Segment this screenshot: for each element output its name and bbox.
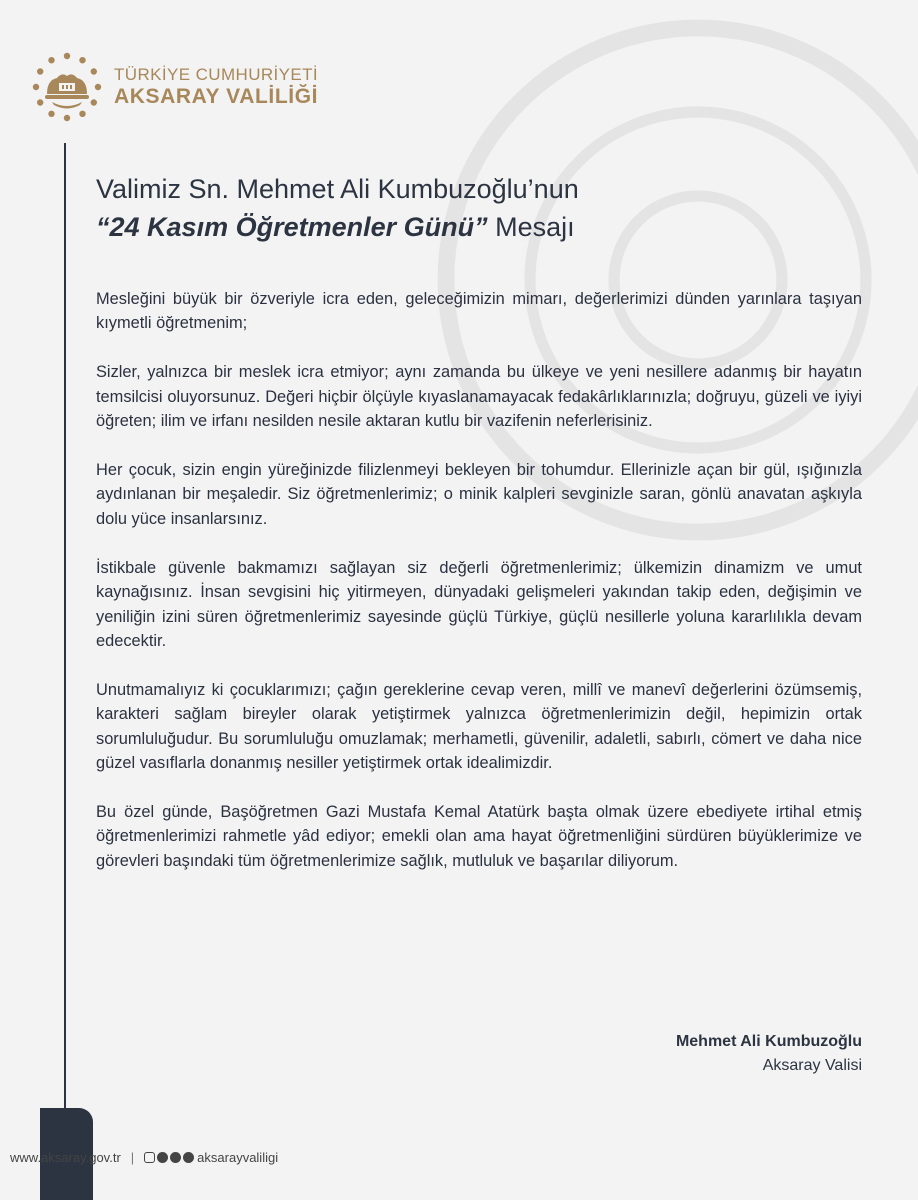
- vertical-divider: [64, 143, 66, 1108]
- footer-separator: |: [130, 1150, 135, 1165]
- title-bold: “24 Kasım Öğretmenler Günü”: [96, 212, 488, 242]
- paragraph-6: Bu özel günde, Başöğretmen Gazi Mustafa Kemal Atatürk başta olmak üzere ebediyete irtihal etmiş öğretmenlerimizi rahmetle yâd ediyor; emekli olan ama hayat öğretmenliğini sürdüren büyüklerimize ve görevleri başındaki tüm öğretmenlerimize sağlık, mutluluk ve başarılar diliyorum.: [96, 803, 862, 870]
- twitter-icon[interactable]: [157, 1152, 168, 1163]
- youtube-icon[interactable]: [170, 1152, 181, 1163]
- social-icons: [144, 1152, 194, 1163]
- paragraph-3: Her çocuk, sizin engin yüreğinizde filizlenmeyi bekleyen bir tohumdur. Ellerinizle açan bir gül, ışığınızla aydınlanan bir meşaledir. Siz öğretmenlerimiz; o minik kalpleri sevginizle saran, gönlü anavatan aşkıyla dolu yüce insanlarsınız.: [96, 461, 862, 528]
- paragraph-1: Mesleğini büyük bir özveriyle icra eden, geleceğimizin mimarı, değerlerimizi dünden yarınlara taşıyan kıymetli öğretmenim;: [96, 290, 862, 333]
- paragraph-5: Unutmamalıyız ki çocuklarımızı; çağın gereklerine cevap veren, millî ve manevî değerlerini özümsemiş, karakteri sağlam bireyler olarak yetiştirmek yalnızca öğretmenlerimizin değil, hepimizin ortak sorumluluğudur. Bu sorumluluğu omuzlamak; merhametli, güvenilir, adaletli, sabırlı, cömert ve daha nice güzel vasıflarla donanmış nesiller yetiştirmek ortak idealimizdir.: [96, 680, 862, 773]
- footer: [10, 1150, 278, 1165]
- header-line2: AKSARAY VALİLİĞİ: [114, 85, 319, 108]
- facebook-icon[interactable]: [183, 1152, 194, 1163]
- page-title: [96, 170, 579, 246]
- title-line1: Valimiz Sn. Mehmet Ali Kumbuzoğlu’nun: [96, 174, 579, 204]
- signature-name: Mehmet Ali Kumbuzoğlu: [675, 1033, 862, 1050]
- header-line1: TÜRKİYE CUMHURİYETİ: [114, 65, 319, 84]
- paragraph-4: İstikbale güvenle bakmamızı sağlayan siz değerli öğretmenlerimiz; ülkemizin dinamizm ve umut kaynağısınız. İnsan sevgisini hiç yitirmeyen, dünyadaki gelişmeleri yakından takip eden, değişimin ve yeniliğin izini süren öğretmenlerimiz sayesinde güçlü Türkiye, güçlü nesillerle yoluna kararlılıkla devam edecektir.: [96, 558, 862, 650]
- instagram-icon[interactable]: [144, 1152, 155, 1163]
- title-line2: [96, 208, 579, 246]
- title-suffix: Mesajı: [495, 212, 575, 242]
- header-logo: [30, 50, 318, 124]
- website-link[interactable]: www.aksaray.gov.tr: [10, 1150, 121, 1165]
- valilik-emblem-icon: [30, 50, 104, 124]
- signature-block: [676, 1030, 862, 1078]
- signature-title: Aksaray Valisi: [762, 1057, 862, 1074]
- social-handle[interactable]: aksarayvaliligi: [197, 1150, 279, 1165]
- message-body: [96, 287, 862, 898]
- paragraph-2: Sizler, yalnızca bir meslek icra etmiyor; aynı zamanda bu ülkeye ve yeni nesillere adanmış bir hayatın temsilcisi oluyorsunuz. Değeri hiçbir ölçüyle kıyaslanamayacak fedakârlıklarınızla; doğruyu, güzeli ve iyiyi öğreten; ilim ve irfanı nesilden nesile aktaran kutlu bir vazifenin neferlerisiniz.: [96, 363, 862, 431]
